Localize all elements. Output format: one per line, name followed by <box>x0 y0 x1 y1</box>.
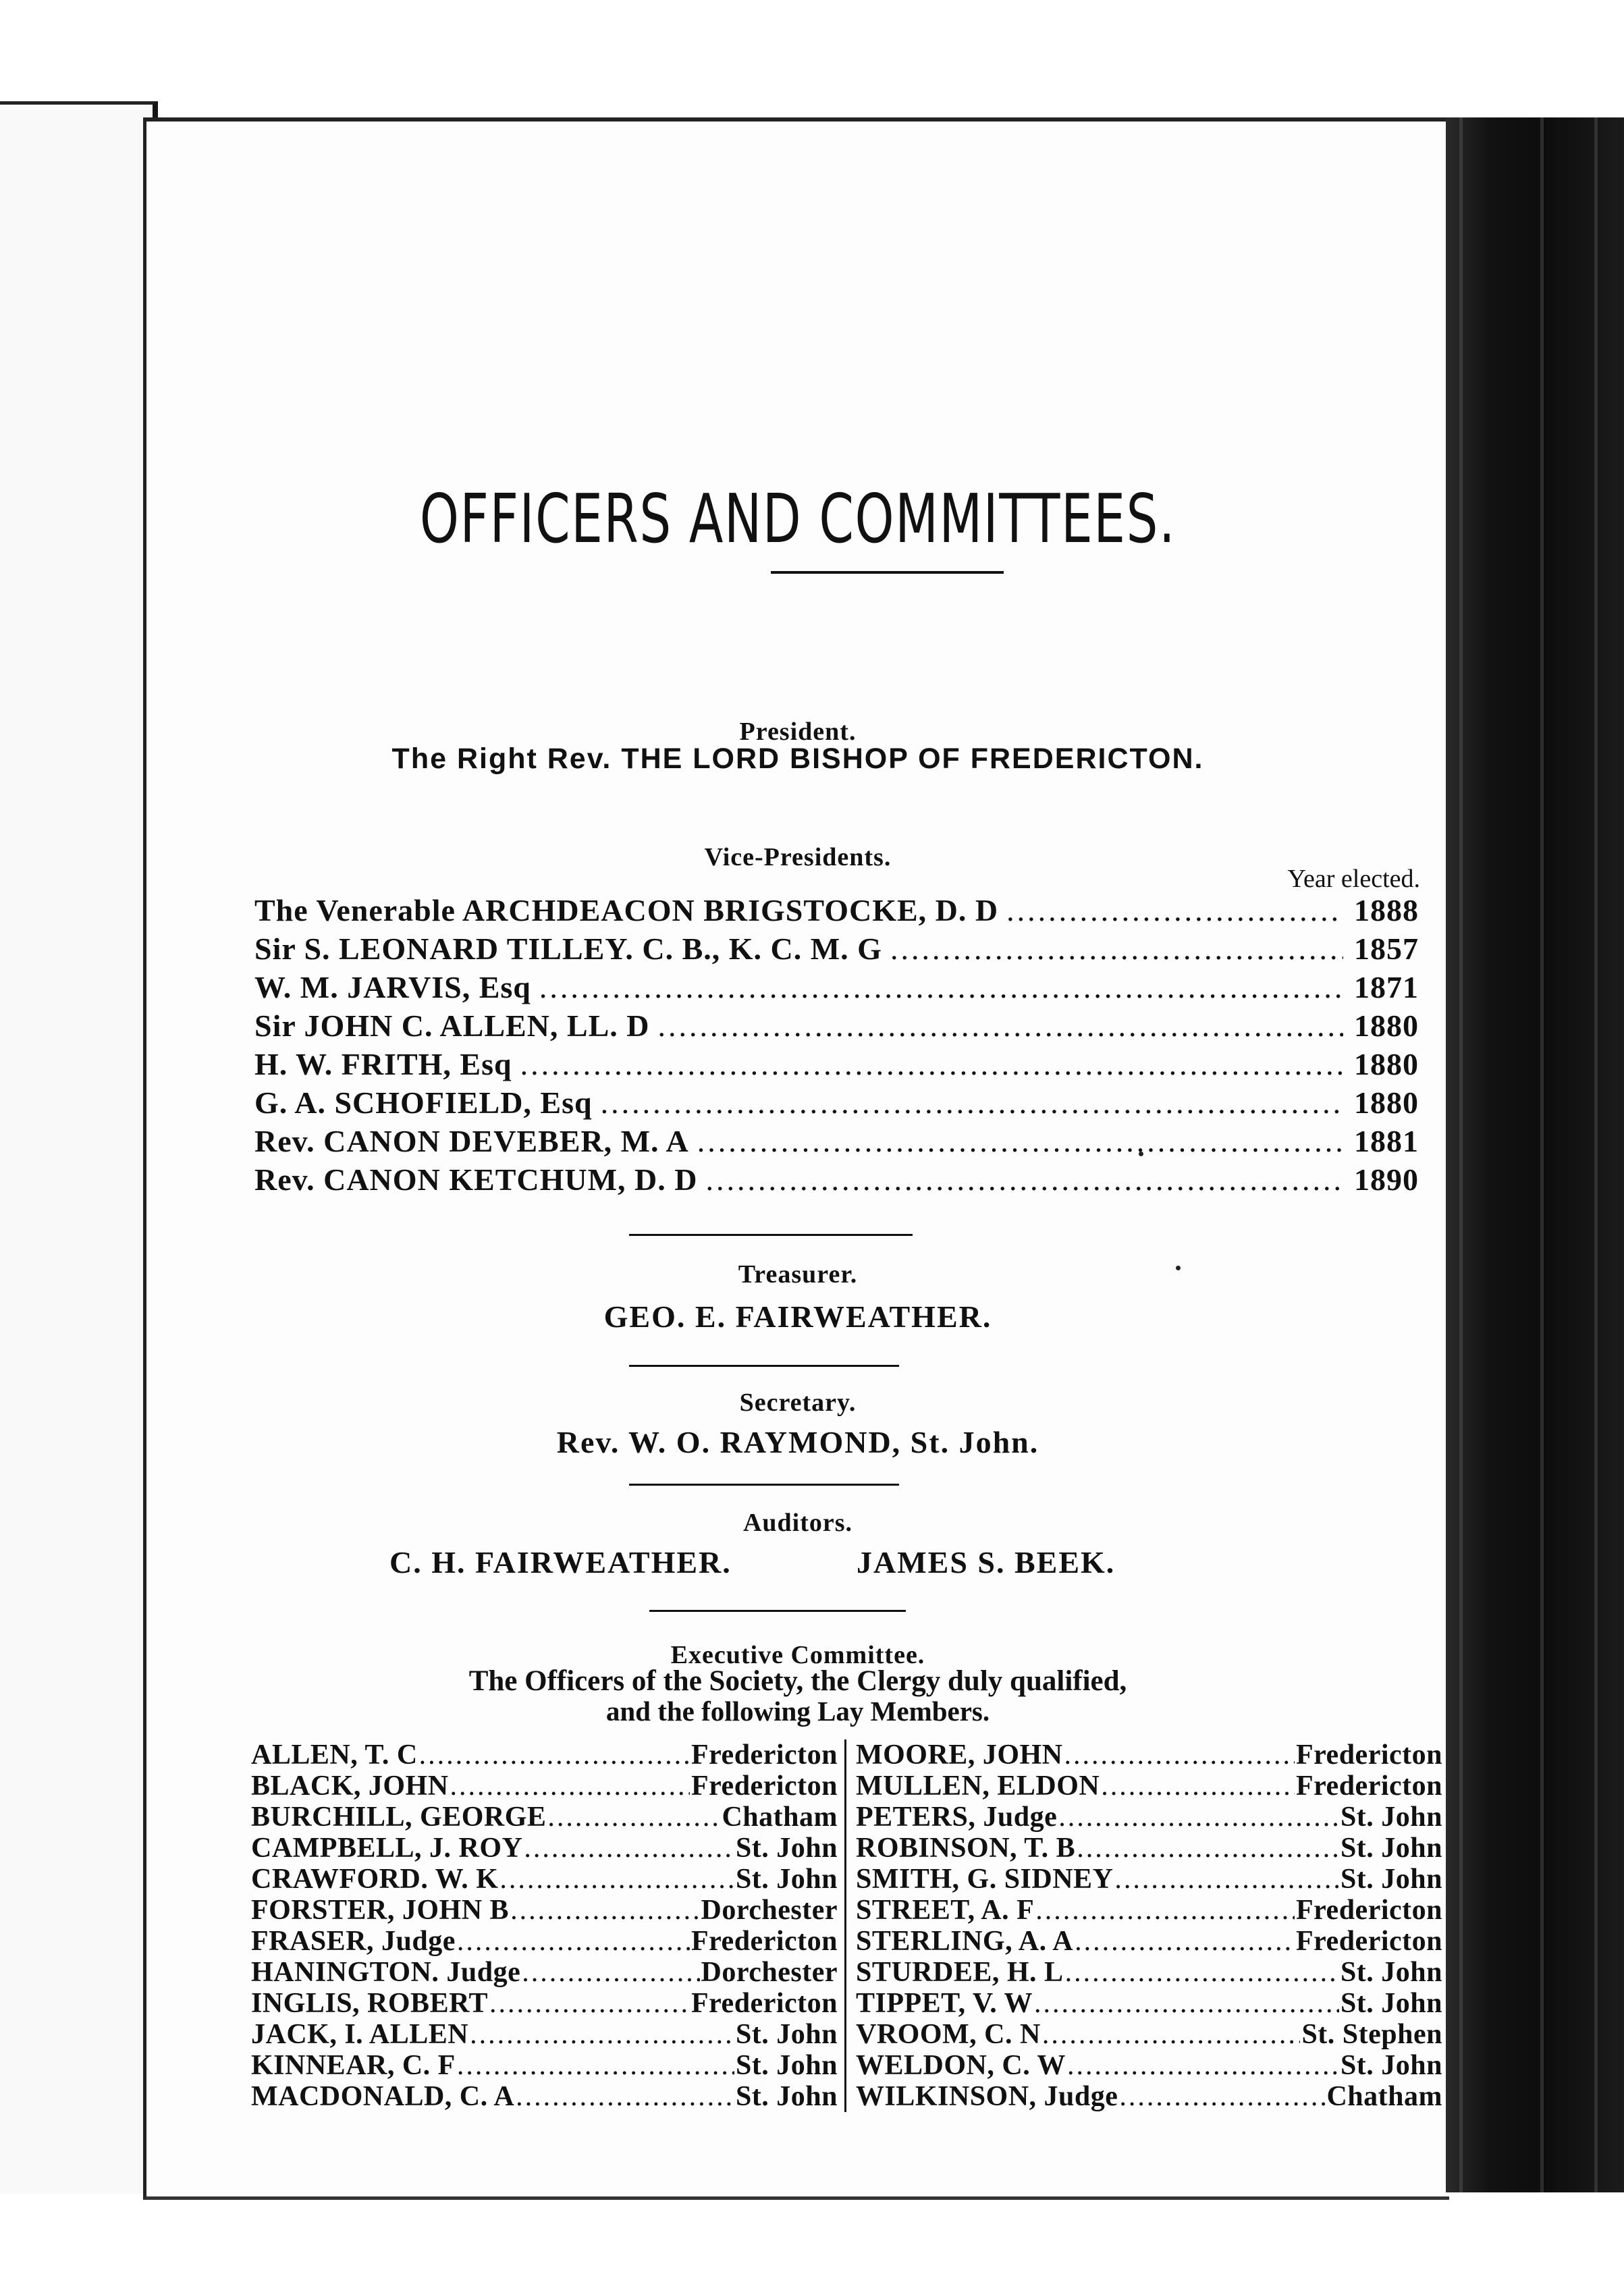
leader-dots <box>457 1926 690 1957</box>
print-speck <box>1139 1152 1143 1156</box>
vice-president-name: W. M. JARVIS, Esq <box>254 970 531 1004</box>
lay-member-name: CRAWFORD. W. K <box>251 1864 499 1895</box>
lay-member-name: MACDONALD, C. A <box>251 2081 515 2112</box>
lay-member-row <box>856 1895 1442 1926</box>
book-edge <box>1446 117 1624 2192</box>
leader-dots <box>657 1008 1343 1044</box>
vice-presidents-heading: Vice-Presidents. <box>704 843 892 871</box>
year-elected: 1888 <box>1354 893 1419 927</box>
year-elected: 1890 <box>1354 1162 1419 1197</box>
facing-page-edge <box>0 101 158 2194</box>
lay-member-row <box>856 1833 1442 1864</box>
lay-member-name: WELDON, C. W <box>856 2050 1066 2081</box>
lay-member-row <box>856 1802 1442 1833</box>
vice-president-row <box>254 1008 1419 1046</box>
leader-dots <box>705 1162 1343 1197</box>
lay-member-place: Fredericton <box>1296 1895 1442 1926</box>
lay-member-row <box>251 2050 838 2081</box>
lay-member-row <box>251 1833 838 1864</box>
leader-dots <box>499 1864 734 1895</box>
lay-member-place: Fredericton <box>691 1988 838 2019</box>
lay-member-place: St. John <box>1340 1988 1442 2019</box>
auditors-heading: Auditors. <box>742 1509 853 1537</box>
leader-dots <box>1058 1802 1339 1833</box>
lay-member-row <box>856 2081 1442 2112</box>
executive-committee-description: The Officers of the Society, the Clergy duly qualified, <box>468 1665 1127 1697</box>
lay-member-name: ROBINSON, T. B <box>856 1833 1076 1864</box>
vice-president-row <box>254 1162 1419 1200</box>
vice-president-row <box>254 1046 1419 1085</box>
lay-member-place: Fredericton <box>691 1926 838 1957</box>
lay-member-place: St. John <box>735 2081 838 2112</box>
president-heading: President. <box>739 718 857 746</box>
lay-member-name: TIPPET, V. W <box>856 1988 1033 2019</box>
vice-president-name: Rev. CANON DEVEBER, M. A <box>254 1124 689 1158</box>
secretary-heading: Secretary. <box>739 1388 857 1417</box>
president-name: The Right Rev. THE LORD BISHOP OF FREDERICTON. <box>391 742 1204 775</box>
leader-dots <box>1065 1957 1339 1988</box>
vice-presidents-list <box>254 892 1419 1200</box>
lay-member-name: SMITH, G. SIDNEY <box>856 1864 1114 1895</box>
lay-member-row <box>251 1926 838 1957</box>
lay-member-row <box>251 1864 838 1895</box>
lay-member-name: CAMPBELL, J. ROY <box>251 1833 523 1864</box>
executive-committee-heading: Executive Committee. <box>670 1641 925 1669</box>
leader-dots <box>450 1771 690 1802</box>
leader-dots <box>489 1988 690 2019</box>
leader-dots <box>457 2050 734 2081</box>
leader-dots <box>697 1123 1343 1159</box>
vice-president-name: Sir JOHN C. ALLEN, LL. D <box>254 1008 650 1043</box>
lay-members-table <box>251 1739 1442 2112</box>
vice-president-row <box>254 1085 1419 1123</box>
year-elected: 1881 <box>1354 1124 1419 1158</box>
vice-president-name: Rev. CANON KETCHUM, D. D <box>254 1162 698 1197</box>
lay-members-left-column <box>251 1739 846 2112</box>
lay-member-name: STREET, A. F <box>856 1895 1035 1926</box>
year-elected-header: Year elected. <box>1287 865 1420 893</box>
lay-member-place: Fredericton <box>1296 1739 1442 1771</box>
lay-member-row <box>251 2019 838 2050</box>
leader-dots <box>470 2019 734 2050</box>
lay-member-name: KINNEAR, C. F <box>251 2050 456 2081</box>
lay-member-row <box>856 1988 1442 2019</box>
year-elected: 1880 <box>1354 1008 1419 1043</box>
leader-dots <box>516 2081 734 2112</box>
leader-dots <box>510 1895 699 1926</box>
executive-committee-description: and the following Lay Members. <box>605 1696 990 1727</box>
leader-dots <box>419 1739 690 1771</box>
vice-president-row <box>254 931 1419 969</box>
lay-member-row <box>251 2081 838 2112</box>
year-elected: 1871 <box>1354 970 1419 1004</box>
treasurer-name: GEO. E. FAIRWEATHER. <box>603 1299 992 1334</box>
lay-member-place: St. John <box>1340 1864 1442 1895</box>
print-speck <box>1176 1266 1181 1270</box>
leader-dots <box>1067 2050 1339 2081</box>
year-elected: 1880 <box>1354 1047 1419 1081</box>
leader-dots <box>890 931 1343 967</box>
lay-member-name: ALLEN, T. C <box>251 1739 418 1771</box>
lay-member-place: St. John <box>735 2050 838 2081</box>
lay-member-name: FORSTER, JOHN B <box>251 1895 510 1926</box>
leader-dots <box>1101 1771 1295 1802</box>
leader-dots <box>601 1085 1343 1120</box>
vice-president-row <box>254 892 1419 931</box>
lay-member-place: St. John <box>735 1864 838 1895</box>
lay-member-row <box>856 1926 1442 1957</box>
lay-member-place: St. John <box>1340 1833 1442 1864</box>
lay-member-place: St. Stephen <box>1301 2019 1442 2050</box>
leader-dots <box>524 1833 734 1864</box>
vice-president-name: Sir S. LEONARD TILLEY. C. B., K. C. M. G <box>254 932 882 966</box>
lay-member-name: WILKINSON, Judge <box>856 2081 1118 2112</box>
page-title: OFFICERS AND COMMITTEES. <box>419 479 1176 558</box>
lay-member-name: JACK, I. ALLEN <box>251 2019 469 2050</box>
lay-member-row <box>251 1988 838 2019</box>
leader-dots <box>1077 1833 1339 1864</box>
treasurer-heading: Treasurer. <box>738 1260 858 1289</box>
lay-member-place: Fredericton <box>1296 1926 1442 1957</box>
lay-member-name: BURCHILL, GEORGE <box>251 1802 547 1833</box>
lay-member-name: PETERS, Judge <box>856 1802 1058 1833</box>
vice-president-row <box>254 1123 1419 1162</box>
leader-dots <box>1064 1739 1295 1771</box>
lay-member-row <box>251 1739 838 1771</box>
auditors-divider <box>649 1610 906 1612</box>
document-page <box>143 117 1449 2200</box>
lay-member-name: MOORE, JOHN <box>856 1739 1063 1771</box>
lay-member-place: Chatham <box>722 1802 838 1833</box>
lay-member-place: St. John <box>735 1833 838 1864</box>
year-elected: 1857 <box>1354 932 1419 966</box>
lay-member-place: St. John <box>1340 2050 1442 2081</box>
leader-dots <box>1006 892 1343 928</box>
lay-member-row <box>856 1739 1442 1771</box>
leader-dots <box>1035 1895 1295 1926</box>
lay-member-row <box>856 2019 1442 2050</box>
lay-member-name: FRASER, Judge <box>251 1926 456 1957</box>
vice-president-name: H. W. FRITH, Esq <box>254 1047 512 1081</box>
lay-member-row <box>251 1802 838 1833</box>
lay-member-row <box>856 1864 1442 1895</box>
vice-president-name: The Venerable ARCHDEACON BRIGSTOCKE, D. D <box>254 893 999 927</box>
lay-member-place: Chatham <box>1326 2081 1442 2112</box>
vp-divider <box>629 1234 913 1236</box>
lay-member-row <box>856 2050 1442 2081</box>
lay-member-row <box>856 1957 1442 1988</box>
leader-dots <box>1114 1864 1339 1895</box>
leader-dots <box>1119 2081 1325 2112</box>
lay-members-right-column <box>846 1739 1442 2112</box>
lay-member-row <box>856 1771 1442 1802</box>
lay-member-place: St. John <box>1340 1802 1442 1833</box>
year-elected: 1880 <box>1354 1085 1419 1120</box>
lay-member-place: Fredericton <box>691 1739 838 1771</box>
lay-member-name: VROOM, C. N <box>856 2019 1041 2050</box>
lay-member-place: Fredericton <box>691 1771 838 1802</box>
lay-member-place: St. John <box>735 2019 838 2050</box>
lay-member-place: Dorchester <box>701 1957 838 1988</box>
vice-president-row <box>254 969 1419 1008</box>
lay-member-name: STURDEE, H. L <box>856 1957 1064 1988</box>
lay-member-row <box>251 1771 838 1802</box>
lay-member-row <box>251 1957 838 1988</box>
leader-dots <box>1075 1926 1295 1957</box>
auditor-name: JAMES S. BEEK. <box>857 1545 1116 1580</box>
secretary-divider <box>629 1484 899 1486</box>
auditor-name: C. H. FAIRWEATHER. <box>389 1545 732 1580</box>
vice-president-name: G. A. SCHOFIELD, Esq <box>254 1085 593 1120</box>
lay-member-name: STERLING, A. A <box>856 1926 1074 1957</box>
leader-dots <box>522 1957 699 1988</box>
lay-member-name: INGLIS, ROBERT <box>251 1988 488 2019</box>
leader-dots <box>1034 1988 1339 2019</box>
lay-member-row <box>251 1895 838 1926</box>
lay-member-place: Dorchester <box>701 1895 838 1926</box>
title-divider <box>771 571 1004 574</box>
lay-member-name: MULLEN, ELDON <box>856 1771 1100 1802</box>
lay-member-name: HANINGTON. Judge <box>251 1957 521 1988</box>
secretary-name: Rev. W. O. RAYMOND, St. John. <box>556 1425 1039 1459</box>
lay-member-name: BLACK, JOHN <box>251 1771 449 1802</box>
leader-dots <box>539 969 1343 1005</box>
leader-dots <box>1042 2019 1301 2050</box>
leader-dots <box>520 1046 1343 1082</box>
treasurer-divider <box>629 1365 899 1367</box>
lay-member-place: St. John <box>1340 1957 1442 1988</box>
lay-member-place: Fredericton <box>1296 1771 1442 1802</box>
leader-dots <box>547 1802 720 1833</box>
